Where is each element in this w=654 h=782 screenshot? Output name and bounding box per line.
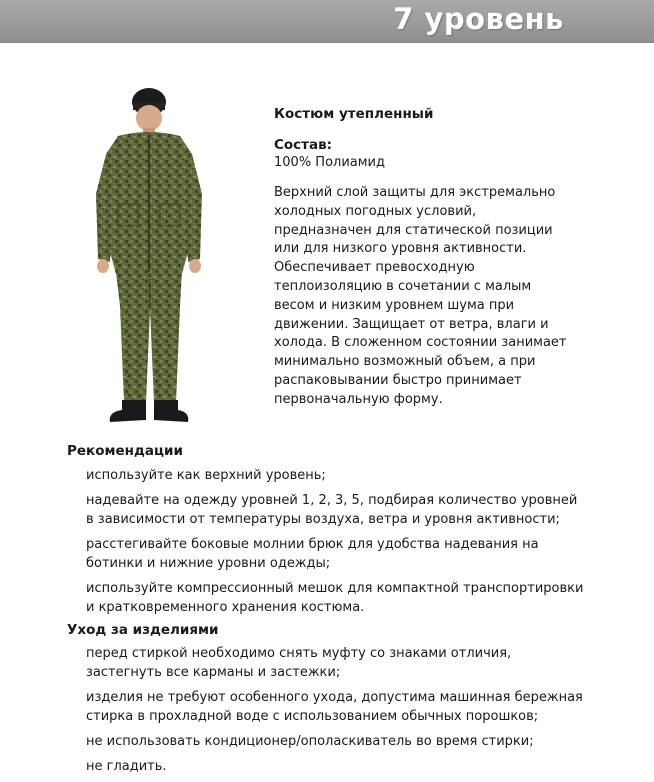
composition-label: Состав:: [274, 137, 333, 153]
product-title: Костюм утепленный: [274, 106, 434, 122]
list-item: изделия не требуют особенного ухода, допустима машинная бережная стирка в прохладной воде с использованием обычных порошков;: [86, 690, 583, 724]
header-bar: [0, 0, 654, 43]
list-item: расстегивайте боковые молнии брюк для удобства надевания на ботинки и нижние уровни одежды;: [86, 537, 539, 571]
recommendations-list: [86, 466, 586, 623]
list-item: не гладить.: [86, 759, 167, 774]
page-title: 7 уровень: [393, 2, 564, 36]
list-item: перед стиркой необходимо снять муфту со знаками отличия, застегнуть все карманы и застежки;: [86, 646, 512, 680]
list-item: надевайте на одежду уровней 1, 2, 3, 5, подбирая количество уровней в зависимости от температуры воздуха, ветра и уровня активности;: [86, 493, 578, 527]
product-description: Верхний слой защиты для экстремально холодных погодных условий, предназначен для статической позиции или для низкого уровня активности. Обеспечивает превосходную теплоизоляцию в сочетании с малым весом и низким уровнем шума при движении. Защищает от ветра, влаги и холода. В сложенном состоянии занимает минимально возможный объем, а при распаковывании быстро принимает первоначальную форму.: [274, 185, 567, 407]
list-item: не использовать кондиционер/ополаскиватель во время стирки;: [86, 734, 534, 749]
care-heading: Уход за изделиями: [67, 622, 219, 638]
care-list: [86, 644, 586, 782]
composition-value: 100% Полиамид: [274, 155, 385, 170]
recommendations-heading: Рекомендации: [67, 443, 183, 459]
list-item: используйте как верхний уровень;: [86, 468, 326, 483]
list-item: используйте компрессионный мешок для компактной транспортировки и кратковременного хранения костюма.: [86, 581, 584, 615]
product-photo: [88, 84, 210, 434]
